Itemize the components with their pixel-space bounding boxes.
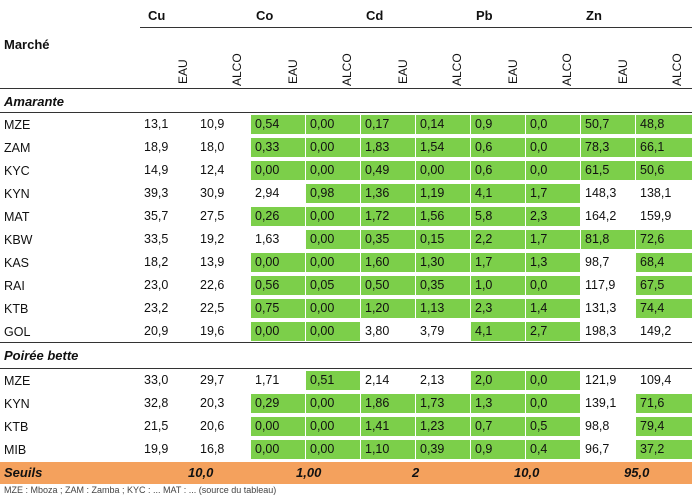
value-cell: 1,23 xyxy=(416,417,470,436)
value-cell: 68,4 xyxy=(636,253,692,272)
value-cell: 0,6 xyxy=(471,161,525,180)
value-cell: 32,8 xyxy=(144,396,169,410)
value-cell: 50,7 xyxy=(581,115,635,134)
value-cell: 1,30 xyxy=(416,253,470,272)
value-cell: 0,00 xyxy=(251,417,305,436)
value-cell: 0,0 xyxy=(526,394,580,413)
value-cell: 0,00 xyxy=(306,417,360,436)
metal-header-co: Co xyxy=(256,8,274,23)
subheader-zn-eau: EAU xyxy=(616,59,630,84)
value-cell: 0,00 xyxy=(306,115,360,134)
value-cell: 2,0 xyxy=(471,371,525,390)
value-cell: 35,7 xyxy=(144,209,169,223)
row-label: KYC xyxy=(4,164,30,178)
subheader-pb-eau: EAU xyxy=(506,59,520,84)
value-cell: 20,6 xyxy=(200,419,225,433)
seuils-label: Seuils xyxy=(4,465,43,480)
value-cell: 19,2 xyxy=(200,232,225,246)
value-cell: 67,5 xyxy=(636,276,692,295)
section-title-amarante: Amarante xyxy=(4,94,64,109)
row-label: MZE xyxy=(4,118,31,132)
value-cell: 0,14 xyxy=(416,115,470,134)
seuils-cu: 10,0 xyxy=(188,465,214,480)
value-cell: 1,86 xyxy=(361,394,415,413)
header-bottom-rule xyxy=(0,88,692,89)
value-cell: 71,6 xyxy=(636,394,692,413)
subheader-co-alco: ALCO xyxy=(340,53,354,86)
value-cell: 148,3 xyxy=(585,186,617,200)
table-row xyxy=(0,298,692,320)
value-cell: 12,4 xyxy=(200,163,225,177)
value-cell: 0,17 xyxy=(361,115,415,134)
value-cell: 2,3 xyxy=(471,299,525,318)
value-cell: 13,1 xyxy=(144,117,169,131)
table-row xyxy=(0,206,692,228)
seuils-cd: 2 xyxy=(412,465,420,480)
value-cell: 0,5 xyxy=(526,417,580,436)
value-cell: 1,10 xyxy=(361,440,415,459)
value-cell: 0,00 xyxy=(251,322,305,341)
value-cell: 37,2 xyxy=(636,440,692,459)
value-cell: 5,8 xyxy=(471,207,525,226)
value-cell: 18,9 xyxy=(144,140,169,154)
value-cell: 0,33 xyxy=(251,138,305,157)
value-cell: 0,00 xyxy=(306,230,360,249)
value-cell: 23,0 xyxy=(144,278,169,292)
value-cell: 131,3 xyxy=(585,301,617,315)
value-cell: 98,7 xyxy=(585,255,610,269)
value-cell: 0,00 xyxy=(251,161,305,180)
subheader-cu-alco: ALCO xyxy=(230,53,244,86)
value-cell: 13,9 xyxy=(200,255,225,269)
value-cell: 0,0 xyxy=(526,138,580,157)
value-cell: 0,98 xyxy=(306,184,360,203)
value-cell: 0,00 xyxy=(306,253,360,272)
value-cell: 22,6 xyxy=(200,278,225,292)
value-cell: 121,9 xyxy=(585,373,617,387)
footnote: MZE : Mboza ; ZAM : Zamba ; KYC : ... MAT : ... (source du tableau) xyxy=(4,485,277,495)
value-cell: 18,2 xyxy=(144,255,169,269)
value-cell: 2,2 xyxy=(471,230,525,249)
value-cell: 79,4 xyxy=(636,417,692,436)
value-cell: 66,1 xyxy=(636,138,692,157)
value-cell: 0,35 xyxy=(361,230,415,249)
value-cell: 0,49 xyxy=(361,161,415,180)
value-cell: 18,0 xyxy=(200,140,225,154)
value-cell: 1,36 xyxy=(361,184,415,203)
value-cell: 20,9 xyxy=(144,324,169,338)
value-cell: 2,13 xyxy=(420,373,445,387)
row-label: MIB xyxy=(4,443,27,457)
section-title-poiree-bette: Poirée bette xyxy=(4,348,79,363)
table-row xyxy=(0,416,692,438)
table-row xyxy=(0,114,692,136)
value-cell: 1,63 xyxy=(255,232,280,246)
table-row xyxy=(0,252,692,274)
value-cell: 0,4 xyxy=(526,440,580,459)
row-label: KYN xyxy=(4,187,30,201)
value-cell: 0,0 xyxy=(526,115,580,134)
value-cell: 0,05 xyxy=(306,276,360,295)
value-cell: 1,4 xyxy=(526,299,580,318)
value-cell: 10,9 xyxy=(200,117,225,131)
row-label: KYN xyxy=(4,397,30,411)
value-cell: 1,3 xyxy=(471,394,525,413)
value-cell: 50,6 xyxy=(636,161,692,180)
value-cell: 0,00 xyxy=(251,253,305,272)
section-rule xyxy=(0,112,692,113)
value-cell: 20,3 xyxy=(200,396,225,410)
value-cell: 19,9 xyxy=(144,442,169,456)
seuils-row xyxy=(0,462,692,484)
table-row xyxy=(0,160,692,182)
row-label: GOL xyxy=(4,325,31,339)
row-label: ZAM xyxy=(4,141,31,155)
value-cell: 16,8 xyxy=(200,442,225,456)
value-cell: 96,7 xyxy=(585,442,610,456)
value-cell: 0,00 xyxy=(306,161,360,180)
value-cell: 0,00 xyxy=(306,299,360,318)
row-label: KTB xyxy=(4,302,29,316)
value-cell: 0,00 xyxy=(306,207,360,226)
value-cell: 0,00 xyxy=(306,322,360,341)
value-cell: 0,26 xyxy=(251,207,305,226)
value-cell: 61,5 xyxy=(581,161,635,180)
value-cell: 0,00 xyxy=(306,394,360,413)
value-cell: 1,20 xyxy=(361,299,415,318)
value-cell: 39,3 xyxy=(144,186,169,200)
value-cell: 29,7 xyxy=(200,373,225,387)
value-cell: 30,9 xyxy=(200,186,225,200)
value-cell: 3,79 xyxy=(420,324,445,338)
value-cell: 1,19 xyxy=(416,184,470,203)
value-cell: 33,5 xyxy=(144,232,169,246)
value-cell: 0,15 xyxy=(416,230,470,249)
metal-header-pb: Pb xyxy=(476,8,493,23)
value-cell: 2,3 xyxy=(526,207,580,226)
value-cell: 0,00 xyxy=(251,440,305,459)
value-cell: 1,56 xyxy=(416,207,470,226)
value-cell: 0,0 xyxy=(526,276,580,295)
value-cell: 198,3 xyxy=(585,324,617,338)
value-cell: 33,0 xyxy=(144,373,169,387)
row-label: KAS xyxy=(4,256,30,270)
table-row xyxy=(0,393,692,415)
value-cell: 48,8 xyxy=(636,115,692,134)
value-cell: 4,1 xyxy=(471,322,525,341)
value-cell: 1,73 xyxy=(416,394,470,413)
table-row xyxy=(0,137,692,159)
value-cell: 0,35 xyxy=(416,276,470,295)
value-cell: 0,0 xyxy=(526,161,580,180)
value-cell: 1,71 xyxy=(255,373,280,387)
value-cell: 1,13 xyxy=(416,299,470,318)
value-cell: 0,00 xyxy=(306,440,360,459)
value-cell: 0,39 xyxy=(416,440,470,459)
subheader-cd-alco: ALCO xyxy=(450,53,464,86)
row-label: KTB xyxy=(4,420,29,434)
value-cell: 159,9 xyxy=(640,209,672,223)
value-cell: 0,00 xyxy=(306,138,360,157)
row-label: KBW xyxy=(4,233,33,247)
value-cell: 0,6 xyxy=(471,138,525,157)
table-row xyxy=(0,229,692,251)
value-cell: 4,1 xyxy=(471,184,525,203)
metal-header-cd: Cd xyxy=(366,8,384,23)
value-cell: 117,9 xyxy=(585,278,616,292)
table-row xyxy=(0,439,692,461)
seuils-zn: 95,0 xyxy=(624,465,650,480)
value-cell: 139,1 xyxy=(585,396,617,410)
value-cell: 22,5 xyxy=(200,301,225,315)
value-cell: 0,7 xyxy=(471,417,525,436)
section-rule xyxy=(0,368,692,369)
value-cell: 1,54 xyxy=(416,138,470,157)
value-cell: 0,29 xyxy=(251,394,305,413)
value-cell: 2,7 xyxy=(526,322,580,341)
table-row xyxy=(0,183,692,205)
value-cell: 1,41 xyxy=(361,417,415,436)
value-cell: 23,2 xyxy=(144,301,169,315)
value-cell: 2,94 xyxy=(255,186,280,200)
value-cell: 78,3 xyxy=(581,138,635,157)
subheader-co-eau: EAU xyxy=(286,59,300,84)
value-cell: 0,0 xyxy=(526,371,580,390)
value-cell: 0,54 xyxy=(251,115,305,134)
subheader-zn-alco: ALCO xyxy=(670,53,684,86)
value-cell: 1,7 xyxy=(526,184,580,203)
value-cell: 0,50 xyxy=(361,276,415,295)
value-cell: 72,6 xyxy=(636,230,692,249)
value-cell: 0,00 xyxy=(416,161,470,180)
value-cell: 1,60 xyxy=(361,253,415,272)
seuils-pb: 10,0 xyxy=(514,465,540,480)
value-cell: 109,4 xyxy=(640,373,672,387)
row-label: MZE xyxy=(4,374,31,388)
value-cell: 98,8 xyxy=(585,419,610,433)
value-cell: 149,2 xyxy=(640,324,672,338)
value-cell: 27,5 xyxy=(200,209,225,223)
value-cell: 1,0 xyxy=(471,276,525,295)
value-cell: 74,4 xyxy=(636,299,692,318)
subheader-pb-alco: ALCO xyxy=(560,53,574,86)
metal-header-cu: Cu xyxy=(148,8,166,23)
value-cell: 1,83 xyxy=(361,138,415,157)
value-cell: 0,56 xyxy=(251,276,305,295)
value-cell: 1,3 xyxy=(526,253,580,272)
value-cell: 0,9 xyxy=(471,440,525,459)
subheader-cd-eau: EAU xyxy=(396,59,410,84)
value-cell: 1,7 xyxy=(526,230,580,249)
value-cell: 0,9 xyxy=(471,115,525,134)
value-cell: 0,51 xyxy=(306,371,360,390)
value-cell: 81,8 xyxy=(581,230,635,249)
value-cell: 21,5 xyxy=(144,419,169,433)
value-cell: 1,72 xyxy=(361,207,415,226)
value-cell: 19,6 xyxy=(200,324,225,338)
row-label: RAI xyxy=(4,279,25,293)
section-end-rule xyxy=(0,342,692,343)
value-cell: 1,7 xyxy=(471,253,525,272)
seuils-co: 1,00 xyxy=(296,465,322,480)
value-cell: 164,2 xyxy=(585,209,617,223)
value-cell: 14,9 xyxy=(144,163,169,177)
value-cell: 138,1 xyxy=(640,186,672,200)
row-label: MAT xyxy=(4,210,30,224)
table-row xyxy=(0,275,692,297)
table-row xyxy=(0,370,692,392)
subheader-cu-eau: EAU xyxy=(176,59,190,84)
value-cell: 3,80 xyxy=(365,324,390,338)
header-underline xyxy=(140,27,692,28)
value-cell: 2,14 xyxy=(365,373,390,387)
metal-header-zn: Zn xyxy=(586,8,602,23)
value-cell: 0,75 xyxy=(251,299,305,318)
marche-header: Marché xyxy=(4,37,50,52)
table-row xyxy=(0,321,692,343)
